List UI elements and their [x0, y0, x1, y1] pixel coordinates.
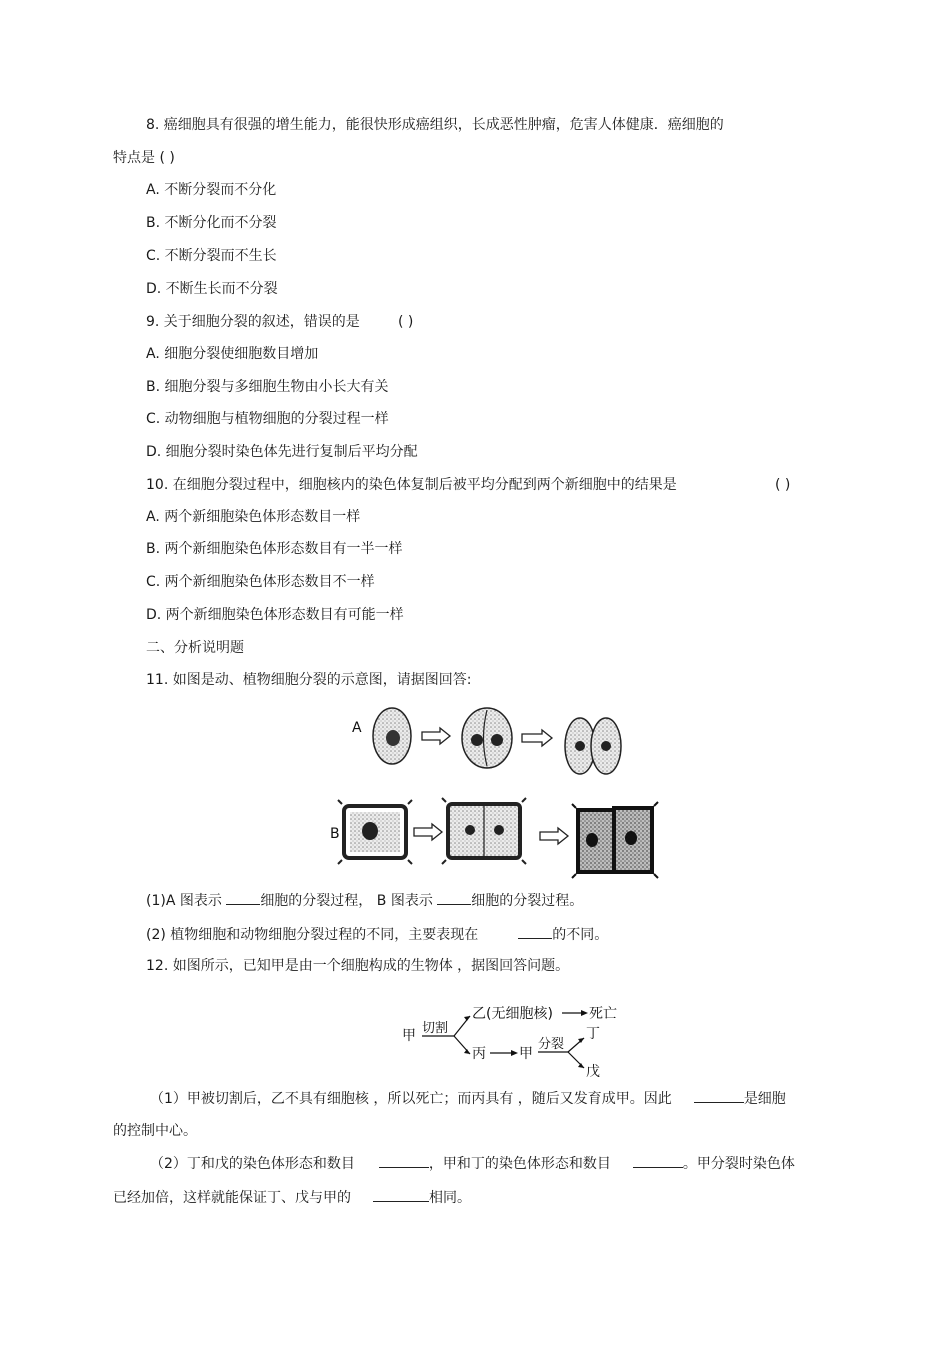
q11-sub2-text-b: 的不同。 — [552, 927, 609, 943]
q9-stem: 9. 关于细胞分裂的叙述，错误的是 — [146, 314, 360, 330]
plant-cell-stage-3 — [572, 802, 658, 878]
figure-label-a: A — [352, 720, 362, 736]
q11-blank-3[interactable] — [518, 924, 552, 939]
q11-sub2 — [146, 924, 608, 945]
q12-sub2-text-a: （2）丁和戊的染色体形态和数目 — [150, 1156, 355, 1172]
q12-sub2-line1 — [150, 1153, 795, 1174]
q12-stem: 12. 如图所示，已知甲是由一个细胞构成的生物体 ，据图回答问题。 — [146, 958, 570, 974]
plant-cell-stage-2 — [442, 798, 526, 864]
diagram-yi: 乙(无细胞核) — [472, 1006, 553, 1022]
animal-cell-stage-2 — [462, 708, 512, 768]
q8-option-b: B. 不断分化而不分裂 — [146, 215, 277, 231]
figure-label-b: B — [330, 826, 340, 842]
q12-sub2-text-d: 已经加倍，这样就能保证丁、戊与甲的 — [113, 1190, 351, 1206]
q9-option-a: A. 细胞分裂使细胞数目增加 — [146, 346, 319, 362]
q11-sub2-text-a: (2) 植物细胞和动物细胞分裂过程的不同，主要表现在 — [146, 927, 479, 943]
diagram-bing: 丙 — [472, 1046, 486, 1062]
section-heading: 二、分析说明题 — [146, 640, 244, 656]
q12-blank-3[interactable] — [633, 1153, 683, 1168]
animal-cell-stage-3 — [565, 718, 621, 774]
q12-sub2-text-c: 。甲分裂时染色体 — [682, 1156, 795, 1172]
diagram-ding: 丁 — [586, 1026, 600, 1042]
q10-option-a: A. 两个新细胞染色体形态数目一样 — [146, 509, 361, 525]
q9-option-d: D. 细胞分裂时染色体先进行复制后平均分配 — [146, 444, 418, 460]
q12-blank-1[interactable] — [694, 1088, 744, 1103]
q12-sub1-text-a: （1）甲被切割后，乙不具有细胞核 ，所以死亡；而丙具有 ，随后又发育成甲。因此 — [150, 1091, 672, 1107]
division-arrow-b2 — [540, 828, 568, 844]
q8-stem-line2: 特点是 ( ) — [113, 150, 175, 166]
q12-sub1-line2: 的控制中心。 — [113, 1123, 197, 1139]
diagram-jia: 甲 — [402, 1028, 416, 1044]
q11-blank-2[interactable] — [437, 890, 471, 905]
q12-blank-4[interactable] — [373, 1187, 429, 1202]
q10-option-b: B. 两个新细胞染色体形态数目有一半一样 — [146, 541, 403, 557]
diagram-jia-2: 甲 — [519, 1046, 533, 1062]
q12-sub1-text-b: 是细胞 — [743, 1091, 786, 1107]
division-arrow-a1 — [422, 728, 450, 744]
q12-blank-2[interactable] — [379, 1153, 429, 1168]
q10-option-d: D. 两个新细胞染色体形态数目有可能一样 — [146, 607, 404, 623]
q11-sub1 — [146, 890, 583, 911]
q8-option-a: A. 不断分裂而不分化 — [146, 182, 277, 198]
q12-sub2-line2 — [113, 1187, 471, 1208]
q11-sub1-text-a: (1)A 图表示 — [146, 893, 227, 909]
q8-option-c: C. 不断分裂而不生长 — [146, 248, 277, 264]
q12-sub2-text-e: 相同。 — [429, 1190, 471, 1206]
q10-answer-paren: ( ) — [775, 477, 791, 493]
q9-option-c: C. 动物细胞与植物细胞的分裂过程一样 — [146, 411, 389, 427]
diagram-wu: 戊 — [586, 1064, 600, 1080]
diagram-divide-label: 分裂 — [538, 1037, 565, 1052]
q8-option-d: D. 不断生长而不分裂 — [146, 281, 278, 297]
plant-cell-stage-1 — [338, 800, 412, 864]
q10-stem: 10. 在细胞分裂过程中，细胞核内的染色体复制后被平均分配到两个新细胞中的结果是 — [146, 477, 677, 493]
q10-option-c: C. 两个新细胞染色体形态数目不一样 — [146, 574, 375, 590]
division-arrow-b1 — [414, 824, 442, 840]
diagram-death: 死亡 — [589, 1006, 617, 1022]
cell-division-figure — [330, 698, 660, 880]
q11-blank-1[interactable] — [226, 890, 260, 905]
division-arrow-a2 — [522, 730, 552, 746]
q9-option-b: B. 细胞分裂与多细胞生物由小长大有关 — [146, 379, 389, 395]
q11-sub1-text-b: 细胞的分裂过程， B 图表示 — [260, 893, 438, 909]
q11-sub1-text-c: 细胞的分裂过程。 — [471, 893, 584, 909]
q9-answer-paren: ( ) — [398, 314, 414, 330]
cutting-experiment-diagram — [398, 998, 628, 1080]
diagram-cut-label: 切割 — [422, 1021, 449, 1036]
q12-sub2-text-b: ，甲和丁的染色体形态和数目 — [428, 1156, 611, 1172]
q12-sub1-line1 — [150, 1088, 786, 1109]
q11-stem: 11. 如图是动、植物细胞分裂的示意图，请据图回答: — [146, 672, 472, 688]
animal-cell-stage-1 — [373, 708, 411, 764]
q8-stem-line1: 8. 癌细胞具有很强的增生能力，能很快形成癌组织，长成恶性肿瘤，危害人体健康．癌细胞的 — [146, 117, 724, 133]
